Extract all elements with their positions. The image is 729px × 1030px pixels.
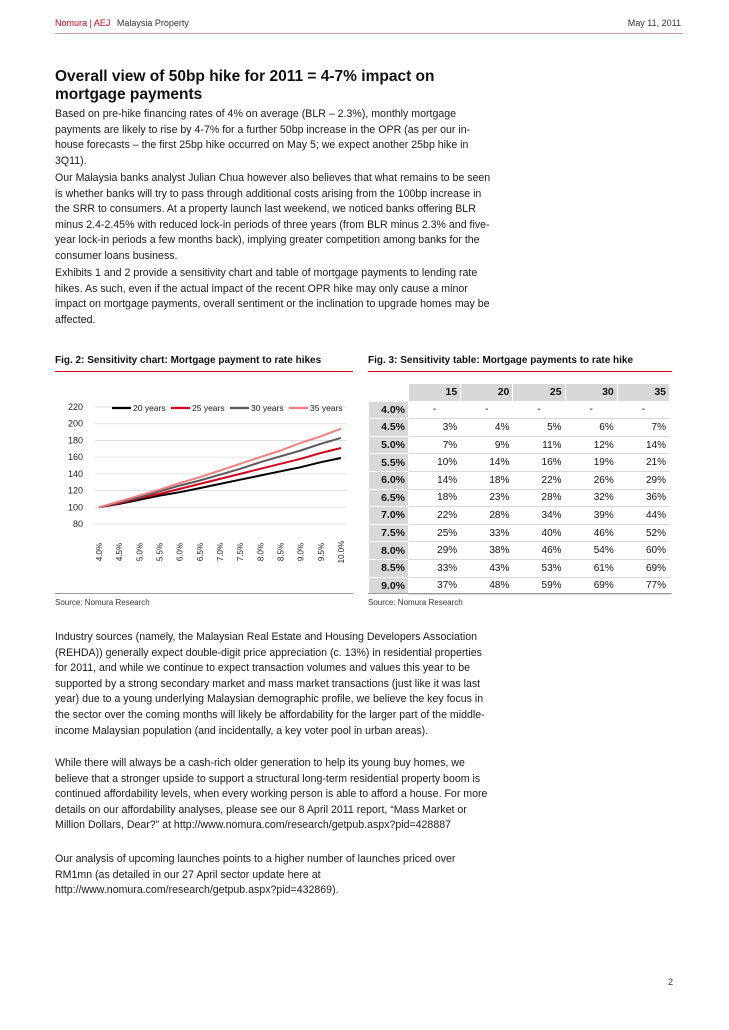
paragraph-5: While there will always be a cash-rich older generation to help its young buy homes, we believe that a stronger upside to support a structural long-term residential property boom is continued affordability levels, when every working person is able to afford a house. For more details on our affordability analyses, please see our 8 April 2011 report, “Mass Market or Million Dollars, Dear?” at http://www.nomura.com/research/getpub.aspx?pid=428887: [55, 757, 488, 832]
table-cell: 18%: [461, 471, 513, 489]
col-header: 30: [565, 384, 617, 402]
table-cell: 54%: [565, 542, 617, 560]
y-tick-label: 200: [67, 418, 83, 429]
table-row: [369, 577, 670, 595]
table-cell: 7%: [617, 419, 669, 437]
table-row: [369, 454, 670, 472]
table-cell: 37%: [409, 577, 461, 595]
table-cell: 11%: [513, 436, 565, 454]
x-tick-label: 4.5%: [115, 542, 125, 562]
table-cell: 4%: [461, 419, 513, 437]
table-cell: 69%: [565, 577, 617, 595]
section-title: Overall view of 50bp hike for 2011 = 4-7% impact on mortgage payments: [55, 68, 435, 103]
page-header: [55, 18, 683, 34]
table-cell: 48%: [461, 577, 513, 595]
table-body: [369, 401, 670, 595]
table-header-row: [369, 384, 670, 402]
row-header: 4.5%: [369, 419, 409, 437]
row-header: 8.0%: [369, 542, 409, 560]
page-number: 2: [668, 977, 674, 987]
table-cell: 38%: [461, 542, 513, 560]
table-cell: 3%: [409, 419, 461, 437]
fig3-title: Fig. 3: Sensitivity table: Mortgage payments to rate hike: [368, 355, 634, 366]
table-cell: -: [461, 401, 513, 419]
x-tick-label: 8.0%: [256, 542, 266, 562]
table-cell: 28%: [513, 489, 565, 507]
y-tick-label: 140: [67, 468, 83, 479]
x-tick-label: 6.0%: [175, 542, 185, 562]
table-cell: -: [617, 401, 669, 419]
legend-label: 20 years: [133, 403, 166, 413]
table-cell: 46%: [513, 542, 565, 560]
fig2-rule: [55, 371, 353, 372]
table-row: [369, 419, 670, 437]
row-header: 6.5%: [369, 489, 409, 507]
table-cell: 36%: [617, 489, 669, 507]
x-tick-label: 8.5%: [276, 542, 286, 562]
table-cell: 59%: [513, 577, 565, 595]
x-tick-label: 6.5%: [195, 542, 205, 562]
table-cell: 39%: [565, 507, 617, 525]
table-row: [369, 559, 670, 577]
table-cell: 25%: [409, 524, 461, 542]
table-cell: 22%: [513, 471, 565, 489]
table-cell: 14%: [461, 454, 513, 472]
table-cell: 40%: [513, 524, 565, 542]
col-header: 15: [409, 384, 461, 402]
header-left: Nomura | AEJ Malaysia Property: [55, 18, 189, 28]
table-cell: 19%: [565, 454, 617, 472]
x-tick-label: 7.0%: [216, 542, 225, 562]
col-header: 35: [617, 384, 669, 402]
table-row: [369, 524, 670, 542]
col-header: 20: [461, 384, 513, 402]
table-cell: 53%: [513, 559, 565, 577]
x-tick-label: 10.0%: [337, 540, 346, 564]
table-cell: 10%: [409, 454, 461, 472]
table-cell: 16%: [513, 454, 565, 472]
table-cell: 44%: [617, 507, 669, 525]
table-cell: 9%: [461, 436, 513, 454]
x-tick-label: 9.0%: [296, 542, 306, 562]
y-tick-label: 160: [67, 452, 83, 463]
sector-name: Malaysia Property: [116, 18, 189, 28]
x-tick-label: 5.0%: [135, 542, 145, 562]
x-tick-label: 4.0%: [95, 542, 104, 562]
fig3-source: Source: Nomura Research: [368, 598, 463, 607]
y-tick-label: 120: [67, 485, 83, 496]
x-tick-label: 5.5%: [155, 542, 165, 562]
fig3-rule: [368, 371, 672, 372]
table-cell: 14%: [617, 436, 669, 454]
row-header: 5.0%: [369, 436, 409, 454]
table-cell: -: [513, 401, 565, 419]
fig2-source: Source: Nomura Research: [55, 598, 150, 607]
table-cell: 33%: [409, 559, 461, 577]
fig2-title: Fig. 2: Sensitivity chart: Mortgage payment to rate hikes: [55, 355, 322, 366]
brand-name: Nomura: [55, 18, 88, 28]
table-cell: 52%: [617, 524, 669, 542]
paragraph-4: Industry sources (namely, the Malaysian Real Estate and Housing Developers Association (REHDA)) generally expect double-digit price appreciation (c. 13%) in residential properties for 2011, and while we continue to expect transaction volumes and values this year to be supported by a strong secondary market and mass market transactions (just like it was last year) due to a young underlying Malaysian demographic profile, we believe the key focus in the sector over the coming months will likely be affordability for the larger part of the middle-income Malaysian population (and incidentally, a key voter pool in urban areas).: [55, 631, 485, 737]
table-cell: 29%: [617, 471, 669, 489]
table-row: [369, 436, 670, 454]
table-row: [369, 401, 670, 419]
paragraph-3: Exhibits 1 and 2 provide a sensitivity chart and table of mortgage payments to lending rate hikes. As such, even if the actual impact of the recent OPR hike may only cause a minor impact on mortgage payments, overall sentiment or the inclination to upgrade homes may be affected.: [55, 267, 490, 326]
table-cell: 23%: [461, 489, 513, 507]
table-cell: -: [565, 401, 617, 419]
row-header: 5.5%: [369, 454, 409, 472]
fig2-bottom-rule: [55, 593, 353, 594]
paragraph-6: Our analysis of upcoming launches points to a higher number of launches priced over RM1mn (as detailed in our 27 April sector update here at http://www.nomura.com/research/getpub.aspx?pid=432869).: [55, 853, 456, 897]
table-row: [369, 542, 670, 560]
table-row: [369, 507, 670, 525]
y-tick-label: 180: [67, 435, 83, 446]
row-header: 7.0%: [369, 507, 409, 525]
x-tick-label: 9.5%: [316, 542, 326, 562]
legend-label: 25 years: [192, 403, 225, 413]
table-cell: 61%: [565, 559, 617, 577]
paragraph-1: Based on pre-hike financing rates of 4% on average (BLR – 2.3%), monthly mortgage payments are likely to rise by 4-7% for a further 50bp increase in the OPR (as per our in-house forecasts – the first 25bp hike occurred on May 5; we expect another 25bp hike in 3Q11).: [55, 108, 471, 167]
table-cell: 60%: [617, 542, 669, 560]
table-cell: 34%: [513, 507, 565, 525]
row-header: 8.5%: [369, 559, 409, 577]
table-cell: 7%: [409, 436, 461, 454]
y-tick-label: 100: [67, 502, 83, 513]
table-cell: 18%: [409, 489, 461, 507]
table-cell: 43%: [461, 559, 513, 577]
table-cell: 69%: [617, 559, 669, 577]
table-cell: 28%: [461, 507, 513, 525]
table-cell: 6%: [565, 419, 617, 437]
row-header: 6.0%: [369, 471, 409, 489]
table-cell: -: [409, 401, 461, 419]
legend-label: 35 years: [310, 403, 343, 413]
table-row: [369, 471, 670, 489]
region-name: AEJ: [93, 18, 111, 28]
sensitivity-chart: [55, 385, 353, 585]
table-cell: 26%: [565, 471, 617, 489]
table-row: [369, 489, 670, 507]
col-header: 25: [513, 384, 565, 402]
header-divider: [55, 33, 683, 34]
table-cell: 21%: [617, 454, 669, 472]
table-cell: 33%: [461, 524, 513, 542]
table-cell: 14%: [409, 471, 461, 489]
y-tick-label: 220: [67, 402, 83, 412]
fig3-bottom-rule: [368, 593, 672, 594]
y-tick-label: 80: [72, 519, 83, 529]
table-cell: 77%: [617, 577, 669, 595]
row-header: 9.0%: [369, 577, 409, 595]
x-tick-label: 7.5%: [236, 542, 246, 562]
table-corner: [369, 384, 409, 402]
row-header: 4.0%: [369, 401, 409, 419]
sensitivity-table: [368, 383, 670, 595]
row-header: 7.5%: [369, 524, 409, 542]
table-cell: 5%: [513, 419, 565, 437]
report-date: May 11, 2011: [627, 18, 681, 28]
table-cell: 22%: [409, 507, 461, 525]
table-cell: 46%: [565, 524, 617, 542]
table-cell: 12%: [565, 436, 617, 454]
legend-label: 30 years: [251, 403, 284, 413]
table-cell: 32%: [565, 489, 617, 507]
table-cell: 29%: [409, 542, 461, 560]
paragraph-2: Our Malaysia banks analyst Julian Chua however also believes that what remains to be seen is whether banks will try to pass through additional costs arising from the 100bp increase in the SRR to consumers. At a property launch last weekend, we noticed banks offering BLR minus 2.4-2.45% with reduced lock-in periods of three years (from BLR minus 2.3% and five-year lock-in periods a few months back), implying greater competition among banks for the consumer loans business.: [55, 172, 491, 262]
